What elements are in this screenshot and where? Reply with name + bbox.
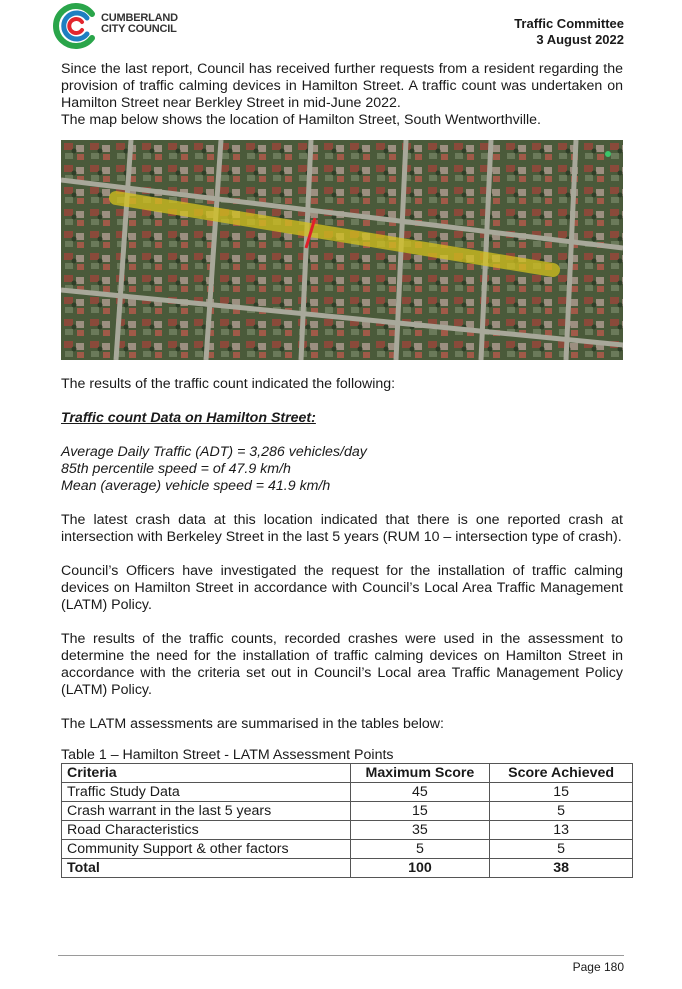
- row-criteria: Road Characteristics: [62, 821, 351, 840]
- row-max-score: 35: [350, 821, 490, 840]
- council-name: [101, 13, 178, 35]
- page-number: Page 180: [572, 960, 624, 974]
- table-total-row: [62, 859, 633, 878]
- latm-assessment-table: [61, 763, 633, 878]
- table-row: [62, 821, 633, 840]
- row-max-score: 5: [350, 840, 490, 859]
- row-score-achieved: 13: [490, 821, 633, 840]
- mean-speed-value: Mean (average) vehicle speed = 41.9 km/h: [61, 478, 331, 494]
- traffic-data-heading: Traffic count Data on Hamilton Street:: [61, 410, 316, 426]
- map-pin-icon: [605, 151, 611, 157]
- row-max-score: 45: [350, 783, 490, 802]
- total-label: Total: [62, 859, 351, 878]
- officers-paragraph: Council’s Officers have investigated the request for the installation of traffic calming devices on Hamilton Street in accordance with Council’s Local Area Traffic Management (LATM) Policy.: [61, 563, 623, 613]
- assessment-paragraph: The results of the traffic counts, recorded crashes were used in the assessment to determine the need for the installation of traffic calming devices on Hamilton Street in accordance with the criteria set out in Council’s Local area Traffic Management Policy (LATM) Policy.: [61, 631, 623, 698]
- committee-title: Traffic Committee: [514, 16, 624, 31]
- total-score-achieved: 38: [490, 859, 633, 878]
- total-max-score: 100: [350, 859, 490, 878]
- council-name-line1: CUMBERLAND: [101, 12, 178, 24]
- row-score-achieved: 5: [490, 802, 633, 821]
- meeting-date: 3 August 2022: [536, 32, 624, 47]
- row-max-score: 15: [350, 802, 490, 821]
- table-caption: Table 1 – Hamilton Street - LATM Assessment Points: [61, 747, 394, 763]
- table-row: [62, 840, 633, 859]
- council-name-line2: CITY COUNCIL: [101, 23, 177, 35]
- row-criteria: Community Support & other factors: [62, 840, 351, 859]
- speed-85th-value: 85th percentile speed = of 47.9 km/h: [61, 461, 291, 477]
- summary-paragraph: The LATM assessments are summarised in the tables below:: [61, 716, 444, 732]
- results-intro: The results of the traffic count indicated the following:: [61, 376, 396, 392]
- table-header-row: [62, 764, 633, 783]
- header-max-score: Maximum Score: [350, 764, 490, 783]
- document-header: [514, 16, 624, 48]
- intro-paragraph: Since the last report, Council has received further requests from a resident regarding the provision of traffic calming devices in Hamilton Street. A traffic count was undertaken on Hamilton Street near Berkley Street in mid-June 2022.: [61, 61, 623, 111]
- row-score-achieved: 5: [490, 840, 633, 859]
- crash-paragraph: The latest crash data at this location indicated that there is one reported crash at intersection with Berkeley Street in the last 5 years (RUM 10 – intersection type of crash).: [61, 512, 623, 545]
- map-intro: The map below shows the location of Hamilton Street, South Wentworthville.: [61, 112, 541, 128]
- council-logo: [52, 2, 212, 50]
- location-map: [61, 140, 623, 360]
- council-logo-icon: [52, 2, 100, 50]
- report-body: [61, 61, 623, 878]
- table-row: [62, 802, 633, 821]
- table-row: [62, 783, 633, 802]
- adt-value: Average Daily Traffic (ADT) = 3,286 vehicles/day: [61, 444, 367, 460]
- footer-divider: [58, 955, 624, 956]
- row-criteria: Traffic Study Data: [62, 783, 351, 802]
- header-criteria: Criteria: [62, 764, 351, 783]
- row-criteria: Crash warrant in the last 5 years: [62, 802, 351, 821]
- row-score-achieved: 15: [490, 783, 633, 802]
- header-score-achieved: Score Achieved: [490, 764, 633, 783]
